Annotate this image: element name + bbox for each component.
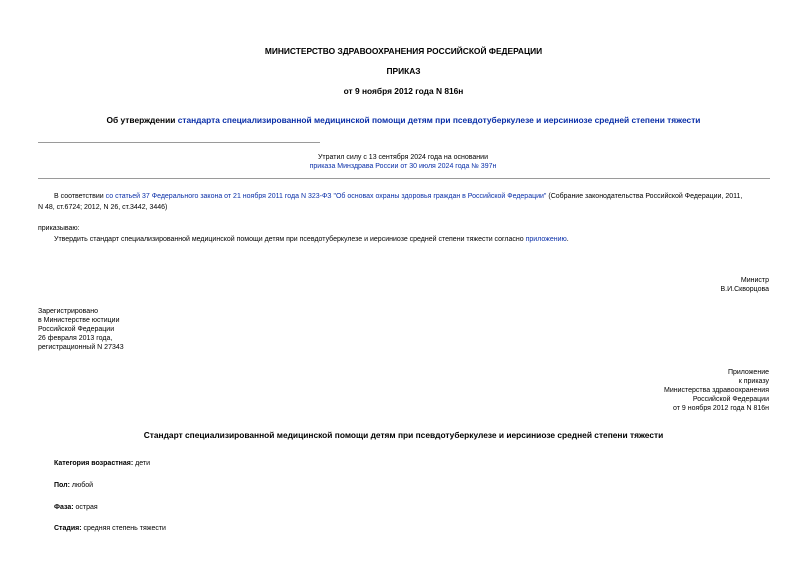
field-sex (54, 481, 93, 490)
order-word: приказываю: (38, 225, 80, 232)
signature-position: Министр (740, 277, 769, 284)
field-value: любой (69, 482, 94, 489)
registration-line: Российской Федерации (38, 326, 115, 334)
divider-long (38, 178, 770, 179)
basis-paragraph-line1 (54, 192, 742, 201)
validity-link[interactable]: приказа Минздрава России от 30 июля 2024 года № 397н (309, 163, 497, 171)
registration-line: регистрационный N 27343 (38, 344, 124, 352)
order-date-number: от 9 ноября 2012 года N 816н (343, 86, 464, 96)
appendix-line: Российской Федерации (692, 396, 769, 404)
field-label: Фаза: (54, 504, 74, 511)
field-age-category (54, 459, 150, 468)
field-label: Категория возрастная: (54, 460, 134, 467)
validity-note (300, 153, 506, 171)
basis-law-link[interactable]: со статьей 37 Федерального закона от 21 ноября 2011 года N 323-ФЗ "Об основах охраны здоровья граждан в Российской Федерации" (105, 193, 547, 200)
registration-line: Зарегистрировано (38, 308, 98, 315)
order-title-prefix: Об утверждении (106, 115, 178, 125)
signature-name: В.И.Скворцова (720, 286, 769, 294)
appendix-link[interactable]: приложению (525, 236, 567, 243)
order-title (0, 115, 807, 126)
field-phase (54, 503, 98, 512)
document-type: ПРИКАЗ (386, 66, 421, 76)
field-label: Стадия: (54, 525, 82, 532)
appendix-block (664, 368, 769, 413)
signature-block (721, 276, 770, 294)
basis-prefix: В соответствии (54, 193, 106, 200)
order-text (54, 235, 569, 244)
divider-short (38, 142, 320, 143)
order-text-end: . (566, 236, 569, 243)
registration-block (38, 307, 124, 352)
ministry-heading: МИНИСТЕРСТВО ЗДРАВООХРАНЕНИЯ РОССИЙСКОЙ ФЕДЕРАЦИИ (264, 46, 543, 56)
appendix-line: Министерства здравоохранения (664, 387, 769, 395)
registration-line: 26 февраля 2013 года, (38, 335, 113, 343)
validity-line: Утратил силу с 13 сентября 2024 года на основании (317, 154, 488, 161)
basis-paragraph-line2: N 48, ст.6724; 2012, N 26, ст.3442, 3446) (38, 204, 168, 211)
appendix-line: Приложение (727, 369, 769, 376)
appendix-line: к приказу (738, 378, 769, 386)
field-value: дети (133, 460, 150, 467)
order-title-link[interactable]: стандарта специализированной медицинской помощи детям при псевдотуберкулезе и иерсиниозе средней степени тяжести (177, 115, 701, 125)
field-label: Пол: (54, 482, 70, 489)
appendix-line: от 9 ноября 2012 года N 816н (673, 405, 769, 413)
standard-title: Стандарт специализированной медицинской помощи детям при псевдотуберкулезе и иерсиниозе средней степени тяжести (143, 430, 664, 440)
field-value: средняя степень тяжести (81, 525, 166, 532)
field-stage (54, 524, 166, 533)
order-text-body: Утвердить стандарт специализированной медицинской помощи детям при псевдотуберкулезе и иерсиниозе средней степени тяжести согласно (54, 236, 526, 243)
basis-suffix: (Собрание законодательства Российской Федерации, 2011, (546, 193, 743, 200)
field-value: острая (73, 504, 98, 511)
registration-line: в Министерстве юстиции (38, 317, 120, 325)
